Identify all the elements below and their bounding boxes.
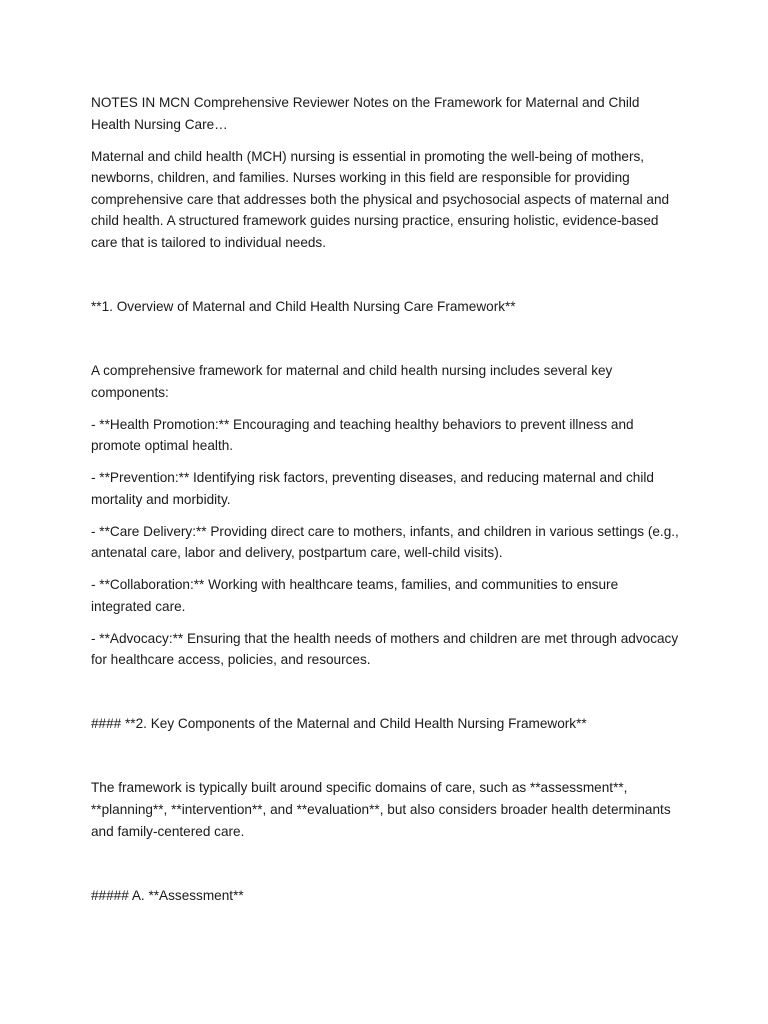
document-title: NOTES IN MCN Comprehensive Reviewer Notes on the Framework for Maternal and Child Health Nursing Care… [91, 95, 640, 132]
section-1-heading: **1. Overview of Maternal and Child Health Nursing Care Framework** [91, 298, 516, 314]
spacer [91, 745, 681, 777]
spacer [91, 681, 681, 713]
spacer [91, 853, 681, 885]
document-body [91, 92, 681, 917]
section-1-list [91, 414, 681, 672]
list-item-collaboration: - **Collaboration:** Working with healthcare teams, families, and communities to ensure integrated care. [91, 577, 619, 614]
section-1-intro: A comprehensive framework for maternal and child health nursing includes several key components: [91, 362, 613, 400]
list-item-prevention: - **Prevention:** Identifying risk factors, preventing diseases, and reducing maternal and child mortality and morbidity. [91, 470, 654, 507]
section-2-heading: #### **2. Key Components of the Maternal and Child Health Nursing Framework** [91, 716, 587, 732]
list-item-advocacy: - **Advocacy:** Ensuring that the health needs of mothers and children are met through advocacy for healthcare access, policies, and resources. [91, 630, 679, 668]
section-2-intro: The framework is typically built around specific domains of care, such as **assessment**, **planning**, **intervention**, and **evaluation**, but also considers broader health determinants and family-centered care. [91, 780, 671, 839]
list-item-care-delivery: - **Care Delivery:** Providing direct care to mothers, infants, and children in various settings (e.g., antenatal care, labor and delivery, postpartum care, well-child visits). [91, 523, 679, 561]
spacer [91, 328, 681, 360]
subsection-a-heading: ##### A. **Assessment** [91, 887, 244, 903]
intro-paragraph: Maternal and child health (MCH) nursing is essential in promoting the well-being of mothers, newborns, children, and families. Nurses working in this field are responsible for providing comprehensive care that addresses both the physical and psychosocial aspects of maternal and child health. A structured framework guides nursing practice, ensuring holistic, evidence-based care that is tailored to individual needs. [91, 148, 670, 250]
spacer [91, 264, 681, 296]
list-item-health-promotion: - **Health Promotion:** Encouraging and teaching healthy behaviors to prevent illness and promote optimal health. [91, 416, 634, 454]
